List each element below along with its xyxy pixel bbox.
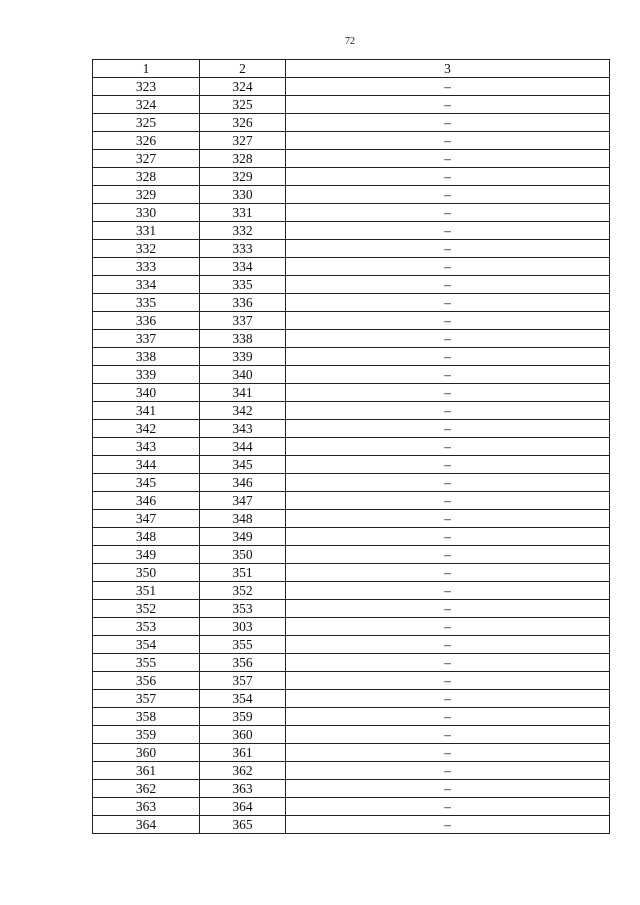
table-cell-col-3: – — [286, 150, 610, 168]
table-header — [93, 60, 610, 78]
table-cell-col-1: 353 — [93, 618, 200, 636]
table-cell-col-1: 325 — [93, 114, 200, 132]
table-row — [93, 150, 610, 168]
table-cell-col-1: 334 — [93, 276, 200, 294]
table-row — [93, 744, 610, 762]
table-cell-col-3: – — [286, 420, 610, 438]
table-cell-col-3: – — [286, 600, 610, 618]
table-cell-col-2: 347 — [200, 492, 286, 510]
table-row — [93, 330, 610, 348]
table-cell-col-1: 345 — [93, 474, 200, 492]
table-cell-col-1: 338 — [93, 348, 200, 366]
table-cell-col-2: 333 — [200, 240, 286, 258]
table-row — [93, 708, 610, 726]
table-cell-col-1: 348 — [93, 528, 200, 546]
table-cell-col-2: 335 — [200, 276, 286, 294]
table-cell-col-1: 343 — [93, 438, 200, 456]
table-row — [93, 366, 610, 384]
table-cell-col-2: 337 — [200, 312, 286, 330]
table-cell-col-2: 332 — [200, 222, 286, 240]
table-cell-col-3: – — [286, 348, 610, 366]
table-row — [93, 600, 610, 618]
table-cell-col-3: – — [286, 456, 610, 474]
table-cell-col-2: 334 — [200, 258, 286, 276]
table-cell-col-3: – — [286, 402, 610, 420]
table-row — [93, 510, 610, 528]
column-header-2: 2 — [200, 60, 286, 78]
table-cell-col-2: 346 — [200, 474, 286, 492]
table-cell-col-3: – — [286, 654, 610, 672]
table-row — [93, 402, 610, 420]
table-cell-col-2: 303 — [200, 618, 286, 636]
table-cell-col-2: 327 — [200, 132, 286, 150]
table-cell-col-1: 333 — [93, 258, 200, 276]
table-cell-col-2: 364 — [200, 798, 286, 816]
table-row — [93, 762, 610, 780]
column-header-1: 1 — [93, 60, 200, 78]
table-cell-col-3: – — [286, 474, 610, 492]
table-row — [93, 798, 610, 816]
table-cell-col-1: 355 — [93, 654, 200, 672]
table-cell-col-2: 361 — [200, 744, 286, 762]
table-cell-col-2: 343 — [200, 420, 286, 438]
table-cell-col-1: 329 — [93, 186, 200, 204]
table-cell-col-1: 344 — [93, 456, 200, 474]
table-row — [93, 654, 610, 672]
table-cell-col-1: 351 — [93, 582, 200, 600]
table-cell-col-3: – — [286, 330, 610, 348]
table-cell-col-1: 326 — [93, 132, 200, 150]
table-cell-col-2: 342 — [200, 402, 286, 420]
table-cell-col-3: – — [286, 186, 610, 204]
table-cell-col-2: 360 — [200, 726, 286, 744]
table-cell-col-2: 359 — [200, 708, 286, 726]
table-cell-col-3: – — [286, 294, 610, 312]
table-cell-col-2: 341 — [200, 384, 286, 402]
table-cell-col-3: – — [286, 762, 610, 780]
table-cell-col-3: – — [286, 132, 610, 150]
table-cell-col-1: 327 — [93, 150, 200, 168]
table-cell-col-2: 331 — [200, 204, 286, 222]
table-cell-col-2: 350 — [200, 546, 286, 564]
table-row — [93, 78, 610, 96]
table-cell-col-1: 332 — [93, 240, 200, 258]
table-cell-col-2: 344 — [200, 438, 286, 456]
table-row — [93, 582, 610, 600]
table-cell-col-2: 351 — [200, 564, 286, 582]
table-row — [93, 258, 610, 276]
table-cell-col-1: 340 — [93, 384, 200, 402]
table-cell-col-3: – — [286, 204, 610, 222]
table-row — [93, 420, 610, 438]
table-cell-col-1: 362 — [93, 780, 200, 798]
table-row — [93, 384, 610, 402]
table-cell-col-3: – — [286, 438, 610, 456]
table-cell-col-3: – — [286, 276, 610, 294]
table-cell-col-2: 362 — [200, 762, 286, 780]
table-row — [93, 672, 610, 690]
table-cell-col-2: 355 — [200, 636, 286, 654]
table-cell-col-1: 359 — [93, 726, 200, 744]
table-cell-col-2: 330 — [200, 186, 286, 204]
table-cell-col-3: – — [286, 96, 610, 114]
table-row — [93, 546, 610, 564]
table-cell-col-2: 353 — [200, 600, 286, 618]
table-cell-col-1: 337 — [93, 330, 200, 348]
table-cell-col-1: 331 — [93, 222, 200, 240]
table-cell-col-3: – — [286, 780, 610, 798]
table-cell-col-1: 341 — [93, 402, 200, 420]
table-cell-col-1: 347 — [93, 510, 200, 528]
table-cell-col-1: 352 — [93, 600, 200, 618]
table-row — [93, 690, 610, 708]
table-cell-col-3: – — [286, 690, 610, 708]
table-cell-col-2: 339 — [200, 348, 286, 366]
table-row — [93, 222, 610, 240]
table-row — [93, 114, 610, 132]
table-row — [93, 240, 610, 258]
table-row — [93, 816, 610, 834]
table-cell-col-2: 345 — [200, 456, 286, 474]
table-row — [93, 96, 610, 114]
table-cell-col-2: 349 — [200, 528, 286, 546]
table-row — [93, 636, 610, 654]
table-row — [93, 456, 610, 474]
table-cell-col-1: 346 — [93, 492, 200, 510]
table-cell-col-2: 354 — [200, 690, 286, 708]
table-cell-col-3: – — [286, 258, 610, 276]
table-row — [93, 294, 610, 312]
table-cell-col-1: 324 — [93, 96, 200, 114]
table-cell-col-1: 339 — [93, 366, 200, 384]
table-row — [93, 276, 610, 294]
table-cell-col-2: 329 — [200, 168, 286, 186]
table-cell-col-1: 360 — [93, 744, 200, 762]
table-cell-col-1: 323 — [93, 78, 200, 96]
table-cell-col-2: 328 — [200, 150, 286, 168]
table-row — [93, 186, 610, 204]
table-cell-col-1: 349 — [93, 546, 200, 564]
table-cell-col-3: – — [286, 492, 610, 510]
table-cell-col-3: – — [286, 78, 610, 96]
table-cell-col-3: – — [286, 222, 610, 240]
table-cell-col-3: – — [286, 528, 610, 546]
table-row — [93, 438, 610, 456]
table-cell-col-2: 348 — [200, 510, 286, 528]
table-cell-col-3: – — [286, 672, 610, 690]
table-cell-col-3: – — [286, 564, 610, 582]
data-table — [92, 59, 610, 834]
table-row — [93, 492, 610, 510]
table-body — [93, 78, 610, 834]
table-cell-col-2: 357 — [200, 672, 286, 690]
header-row — [93, 60, 610, 78]
table-cell-col-1: 342 — [93, 420, 200, 438]
table-cell-col-2: 336 — [200, 294, 286, 312]
table-cell-col-3: – — [286, 708, 610, 726]
table-cell-col-1: 328 — [93, 168, 200, 186]
table-cell-col-1: 363 — [93, 798, 200, 816]
table-cell-col-1: 364 — [93, 816, 200, 834]
table-row — [93, 168, 610, 186]
table-cell-col-1: 336 — [93, 312, 200, 330]
table-cell-col-1: 354 — [93, 636, 200, 654]
table-cell-col-1: 356 — [93, 672, 200, 690]
table-cell-col-1: 357 — [93, 690, 200, 708]
table-row — [93, 564, 610, 582]
table-row — [93, 204, 610, 222]
page-number: 72 — [345, 36, 355, 47]
table-cell-col-3: – — [286, 618, 610, 636]
table-cell-col-3: – — [286, 798, 610, 816]
table-cell-col-3: – — [286, 114, 610, 132]
table-cell-col-2: 363 — [200, 780, 286, 798]
table-row — [93, 780, 610, 798]
table-cell-col-3: – — [286, 546, 610, 564]
table-cell-col-2: 340 — [200, 366, 286, 384]
table-cell-col-3: – — [286, 384, 610, 402]
table-row — [93, 528, 610, 546]
table-cell-col-3: – — [286, 240, 610, 258]
table-cell-col-3: – — [286, 312, 610, 330]
table-row — [93, 474, 610, 492]
table-cell-col-3: – — [286, 168, 610, 186]
column-header-3: 3 — [286, 60, 610, 78]
table-cell-col-3: – — [286, 726, 610, 744]
table-cell-col-2: 338 — [200, 330, 286, 348]
table-row — [93, 132, 610, 150]
table-row — [93, 312, 610, 330]
table-cell-col-3: – — [286, 744, 610, 762]
table-cell-col-1: 361 — [93, 762, 200, 780]
table-cell-col-3: – — [286, 366, 610, 384]
table-cell-col-2: 325 — [200, 96, 286, 114]
table-cell-col-2: 326 — [200, 114, 286, 132]
table-row — [93, 618, 610, 636]
table-cell-col-3: – — [286, 510, 610, 528]
table-cell-col-2: 352 — [200, 582, 286, 600]
table-cell-col-3: – — [286, 816, 610, 834]
table-cell-col-2: 356 — [200, 654, 286, 672]
table-cell-col-1: 350 — [93, 564, 200, 582]
table-cell-col-1: 330 — [93, 204, 200, 222]
table-cell-col-3: – — [286, 636, 610, 654]
table-cell-col-3: – — [286, 582, 610, 600]
table-cell-col-1: 358 — [93, 708, 200, 726]
table-cell-col-2: 365 — [200, 816, 286, 834]
table-cell-col-1: 335 — [93, 294, 200, 312]
table-cell-col-2: 324 — [200, 78, 286, 96]
table-row — [93, 348, 610, 366]
table-row — [93, 726, 610, 744]
